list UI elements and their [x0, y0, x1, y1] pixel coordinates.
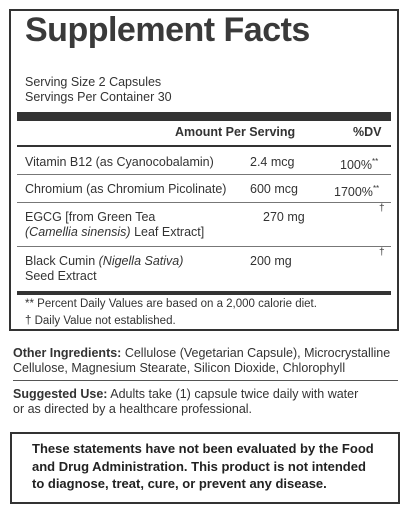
- disclaimer-line2: and Drug Administration. This product is not intended: [32, 458, 366, 474]
- suggested-use-line1: Suggested Use: Adults take (1) capsule twice daily with water: [13, 387, 359, 401]
- other-ingredients-line1: Other Ingredients: Cellulose (Vegetarian Capsule), Microcrystalline: [13, 346, 391, 360]
- row-divider: [17, 174, 391, 175]
- dv-header: %DV: [353, 125, 382, 139]
- footnote-rule: [17, 291, 391, 295]
- amount-per-serving-header: Amount Per Serving: [175, 125, 296, 139]
- nutrient-name-line1: EGCG [from Green Tea: [25, 210, 156, 224]
- row-divider: [17, 246, 391, 247]
- supplement-facts-panel: [9, 9, 399, 331]
- nutrient-amount: 600 mcg: [250, 182, 298, 196]
- dv-dagger: †: [379, 247, 385, 258]
- panel-title: Supplement Facts: [25, 11, 310, 49]
- nutrient-amount: 270 mg: [263, 210, 305, 224]
- nutrient-name-line2: (Camellia sinensis) Leaf Extract]: [25, 225, 205, 239]
- thick-rule: [17, 112, 391, 121]
- suggested-use-line2: or as directed by a healthcare professional.: [13, 402, 253, 416]
- nutrient-name: Chromium (as Chromium Picolinate): [25, 182, 227, 196]
- footnote-dv-not-established: † Daily Value not established.: [25, 315, 176, 327]
- dv-dagger: †: [379, 203, 385, 214]
- suggested-use: [13, 387, 413, 417]
- nutrient-amount: 200 mg: [250, 254, 292, 268]
- row-divider: [17, 202, 391, 203]
- nutrient-amount: 2.4 mcg: [250, 155, 295, 169]
- serving-size: Serving Size 2 Capsules: [25, 75, 162, 89]
- other-ingredients-line2: Cellulose, Magnesium Stearate, Silicon Dioxide, Chlorophyll: [13, 361, 346, 375]
- disclaimer-line1: These statements have not been evaluated by the Food: [32, 441, 374, 456]
- section-divider: [13, 380, 398, 381]
- nutrient-name-line2: Seed Extract: [25, 269, 97, 283]
- fda-disclaimer-box: [10, 432, 400, 504]
- footnote-percent-dv: ** Percent Daily Values are based on a 2,000 calorie diet.: [25, 298, 317, 310]
- servings-per-container: Servings Per Container 30: [25, 90, 172, 104]
- nutrient-dv: 1700%**: [334, 184, 380, 200]
- nutrient-name-line1: Black Cumin (Nigella Sativa): [25, 254, 184, 268]
- disclaimer-line3: to diagnose, treat, cure, or prevent any disease.: [32, 476, 327, 491]
- header-rule: [17, 145, 391, 147]
- nutrient-dv: 100%**: [340, 157, 379, 173]
- nutrient-name: Vitamin B12 (as Cyanocobalamin): [25, 155, 214, 169]
- other-ingredients: [13, 346, 413, 376]
